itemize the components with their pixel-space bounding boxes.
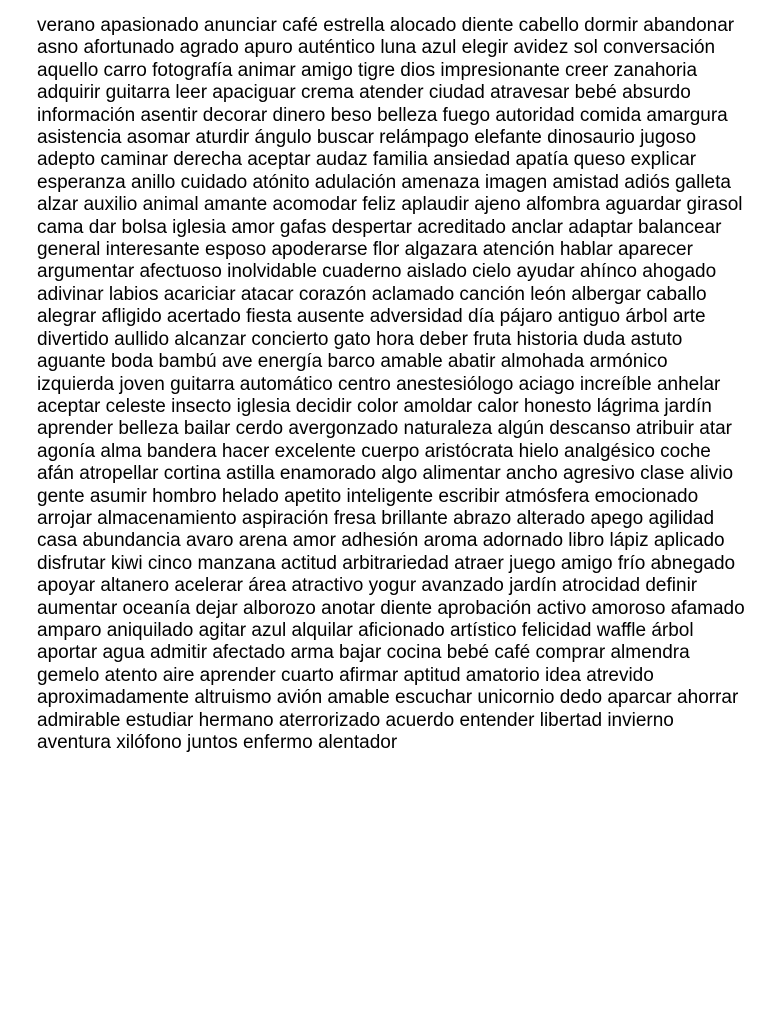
word-list-text bbox=[37, 15, 768, 754]
text-line: gente asumir hombro helado apetito inteligente escribir atmósfera emocionado bbox=[37, 485, 699, 507]
text-line: aguante boda bambú ave energía barco amable abatir almohada armónico bbox=[37, 351, 668, 373]
text-line: disfrutar kiwi cinco manzana actitud arbitrariedad atraer juego amigo frío abnegado bbox=[37, 552, 736, 574]
text-line: alzar auxilio animal amante acomodar feliz aplaudir ajeno alfombra aguardar girasol bbox=[37, 194, 743, 216]
text-line: general interesante esposo apoderarse flor algazara atención hablar aparecer bbox=[37, 239, 693, 261]
text-line: adivinar labios acariciar atacar corazón aclamado canción león albergar caballo bbox=[37, 283, 707, 305]
text-line: verano apasionado anunciar café estrella alocado diente cabello dormir abandonar bbox=[37, 15, 735, 36]
text-line: esperanza anillo cuidado atónito adulación amenaza imagen amistad adiós galleta bbox=[37, 171, 731, 193]
text-line: aventura xilófono juntos enfermo alentador bbox=[37, 732, 398, 753]
text-line: información asentir decorar dinero beso belleza fuego autoridad comida amargura bbox=[37, 104, 728, 126]
text-line: aquello carro fotografía animar amigo tigre dios impresionante creer zanahoria bbox=[37, 59, 698, 81]
text-line: asistencia asomar aturdir ángulo buscar relámpago elefante dinosaurio jugoso bbox=[37, 127, 697, 149]
text-line: cama dar bolsa iglesia amor gafas despertar acreditado anclar adaptar balancear bbox=[37, 216, 722, 238]
text-line: izquierda joven guitarra automático centro anestesiólogo aciago increíble anhelar bbox=[37, 373, 721, 395]
text-line: adquirir guitarra leer apaciguar crema atender ciudad atravesar bebé absurdo bbox=[37, 82, 691, 104]
text-line: afán atropellar cortina astilla enamorado algo alimentar ancho agresivo clase alivio bbox=[37, 463, 734, 485]
text-line: aumentar oceanía dejar alborozo anotar diente aprobación activo amoroso afamado bbox=[37, 597, 745, 619]
text-line: argumentar afectuoso inolvidable cuaderno aislado cielo ayudar ahínco ahogado bbox=[37, 261, 717, 283]
text-line: adepto caminar derecha aceptar audaz familia ansiedad apatía queso explicar bbox=[37, 149, 697, 171]
text-line: admirable estudiar hermano aterrorizado acuerdo entender libertad invierno bbox=[37, 709, 674, 731]
text-line: asno afortunado agrado apuro auténtico luna azul elegir avidez sol conversación bbox=[37, 37, 716, 59]
text-line: aceptar celeste insecto iglesia decidir color amoldar calor honesto lágrima jardín bbox=[37, 395, 712, 417]
text-line: alegrar afligido acertado fiesta ausente adversidad día pájaro antiguo árbol arte bbox=[37, 306, 706, 328]
text-line: amparo aniquilado agitar azul alquilar aficionado artístico felicidad waffle árbol bbox=[37, 619, 694, 641]
text-line: gemelo atento aire aprender cuarto afirmar aptitud amatorio idea atrevido bbox=[37, 664, 654, 686]
text-line: divertido aullido alcanzar concierto gato hora deber fruta historia duda astuto bbox=[37, 328, 683, 350]
text-line: aprender belleza bailar cerdo avergonzado naturaleza algún descanso atribuir atar bbox=[37, 418, 733, 440]
text-line: arrojar almacenamiento aspiración fresa brillante abrazo alterado apego agilidad bbox=[37, 507, 715, 529]
text-line: apoyar altanero acelerar área atractivo yogur avanzado jardín atrocidad definir bbox=[37, 575, 698, 597]
text-line: casa abundancia avaro arena amor adhesión aroma adornado libro lápiz aplicado bbox=[37, 530, 725, 552]
text-line: aportar agua admitir afectado arma bajar cocina bebé café comprar almendra bbox=[37, 642, 690, 664]
text-line: agonía alma bandera hacer excelente cuerpo aristócrata hielo analgésico coche bbox=[37, 440, 711, 462]
text-line: aproximadamente altruismo avión amable escuchar unicornio dedo aparcar ahorrar bbox=[37, 687, 739, 709]
